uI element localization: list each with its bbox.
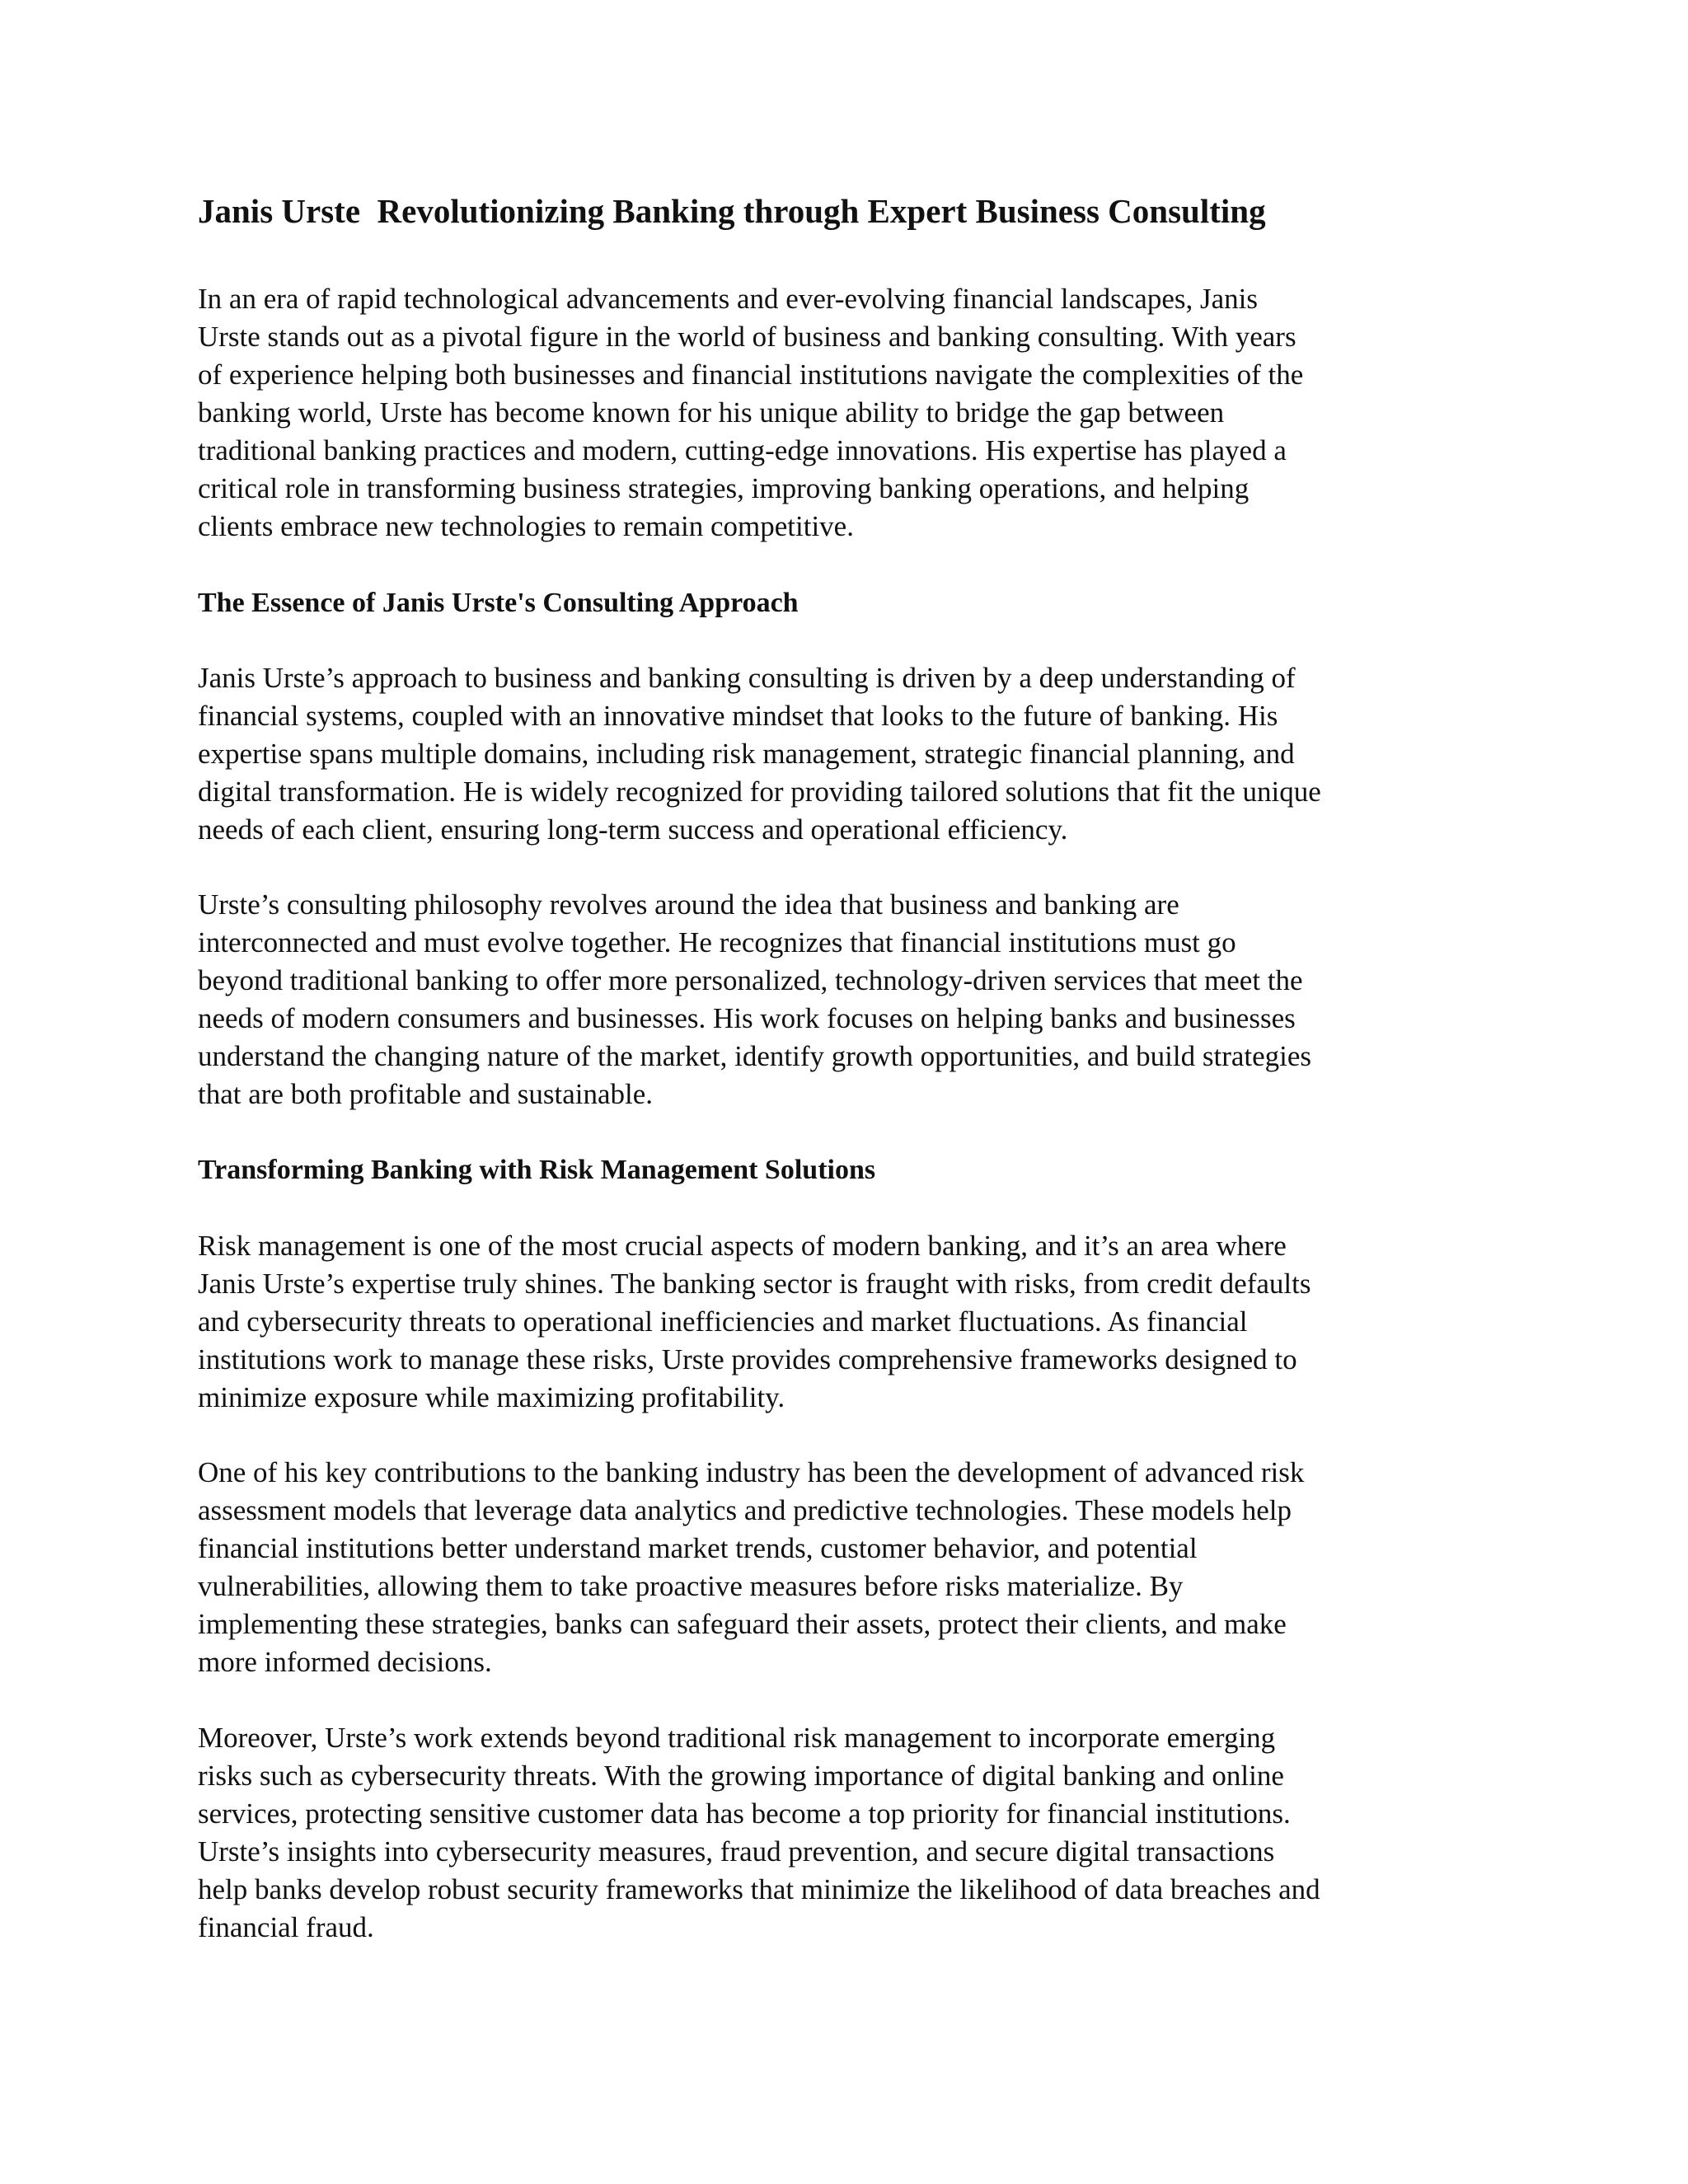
section-heading-consulting-approach: The Essence of Janis Urste's Consulting Approach: [198, 588, 799, 618]
text-line: Janis Urste’s approach to business and banking consulting is driven by a deep understanding of: [198, 662, 1296, 694]
text-line: clients embrace new technologies to remain competitive.: [198, 510, 854, 542]
paragraph-risk-models: [198, 1454, 1484, 1681]
text-line: of experience helping both businesses and financial institutions navigate the complexities of the: [198, 359, 1304, 391]
text-line: Moreover, Urste’s work extends beyond traditional risk management to incorporate emerging: [198, 1722, 1276, 1754]
paragraph-risk-intro: [198, 1227, 1484, 1417]
section-heading-risk-management: Transforming Banking with Risk Management Solutions: [198, 1155, 876, 1185]
text-line: implementing these strategies, banks can safeguard their assets, protect their clients, and make: [198, 1608, 1287, 1640]
text-line: One of his key contributions to the banking industry has been the development of advanced risk: [198, 1456, 1305, 1488]
text-line: Urste stands out as a pivotal figure in the world of business and banking consulting. With years: [198, 321, 1296, 353]
text-line: expertise spans multiple domains, including risk management, strategic financial planning, and: [198, 738, 1295, 770]
text-line: and cybersecurity threats to operational inefficiencies and market fluctuations. As financial: [198, 1305, 1248, 1338]
text-line: needs of each client, ensuring long-term success and operational efficiency.: [198, 813, 1068, 846]
paragraph-approach: [198, 659, 1484, 849]
text-line: more informed decisions.: [198, 1646, 492, 1678]
text-line: In an era of rapid technological advancements and ever-evolving financial landscapes, Janis: [198, 283, 1258, 315]
text-line: assessment models that leverage data analytics and predictive technologies. These models help: [198, 1494, 1292, 1526]
text-line: that are both profitable and sustainable.: [198, 1078, 654, 1110]
text-line: financial fraud.: [198, 1911, 374, 1943]
text-line: services, protecting sensitive customer data has become a top priority for financial institutions.: [198, 1797, 1291, 1830]
text-line: financial systems, coupled with an innovative mindset that looks to the future of banking. His: [198, 700, 1278, 732]
text-line: understand the changing nature of the market, identify growth opportunities, and build strategies: [198, 1040, 1312, 1072]
text-line: needs of modern consumers and businesses. His work focuses on helping banks and businesses: [198, 1002, 1296, 1034]
text-line: Urste’s insights into cybersecurity measures, fraud prevention, and secure digital transactions: [198, 1835, 1275, 1868]
text-line: help banks develop robust security frameworks that minimize the likelihood of data breaches and: [198, 1873, 1320, 1905]
text-line: institutions work to manage these risks, Urste provides comprehensive frameworks designed to: [198, 1343, 1297, 1376]
text-line: risks such as cybersecurity threats. With the growing importance of digital banking and online: [198, 1760, 1284, 1792]
text-line: critical role in transforming business strategies, improving banking operations, and helping: [198, 472, 1250, 504]
text-line: Urste’s consulting philosophy revolves around the idea that business and banking are: [198, 888, 1179, 921]
paragraph-intro: [198, 280, 1484, 546]
text-line: digital transformation. He is widely recognized for providing tailored solutions that fit the unique: [198, 776, 1321, 808]
page-title: Janis Urste Revolutionizing Banking through Expert Business Consulting: [198, 192, 1266, 230]
text-line: traditional banking practices and modern, cutting-edge innovations. His expertise has played a: [198, 434, 1287, 466]
text-line: banking world, Urste has become known for his unique ability to bridge the gap between: [198, 396, 1225, 429]
text-line: Risk management is one of the most crucial aspects of modern banking, and it’s an area where: [198, 1230, 1287, 1262]
paragraph-cybersecurity: [198, 1719, 1484, 1947]
paragraph-philosophy: [198, 886, 1484, 1113]
text-line: minimize exposure while maximizing profitability.: [198, 1381, 785, 1413]
text-line: beyond traditional banking to offer more personalized, technology-driven services that meet the: [198, 964, 1303, 996]
text-line: vulnerabilities, allowing them to take proactive measures before risks materialize. By: [198, 1570, 1184, 1602]
text-line: Janis Urste’s expertise truly shines. The banking sector is fraught with risks, from credit defaults: [198, 1268, 1311, 1300]
text-line: financial institutions better understand market trends, customer behavior, and potential: [198, 1532, 1198, 1564]
text-line: interconnected and must evolve together. He recognizes that financial institutions must go: [198, 926, 1236, 958]
